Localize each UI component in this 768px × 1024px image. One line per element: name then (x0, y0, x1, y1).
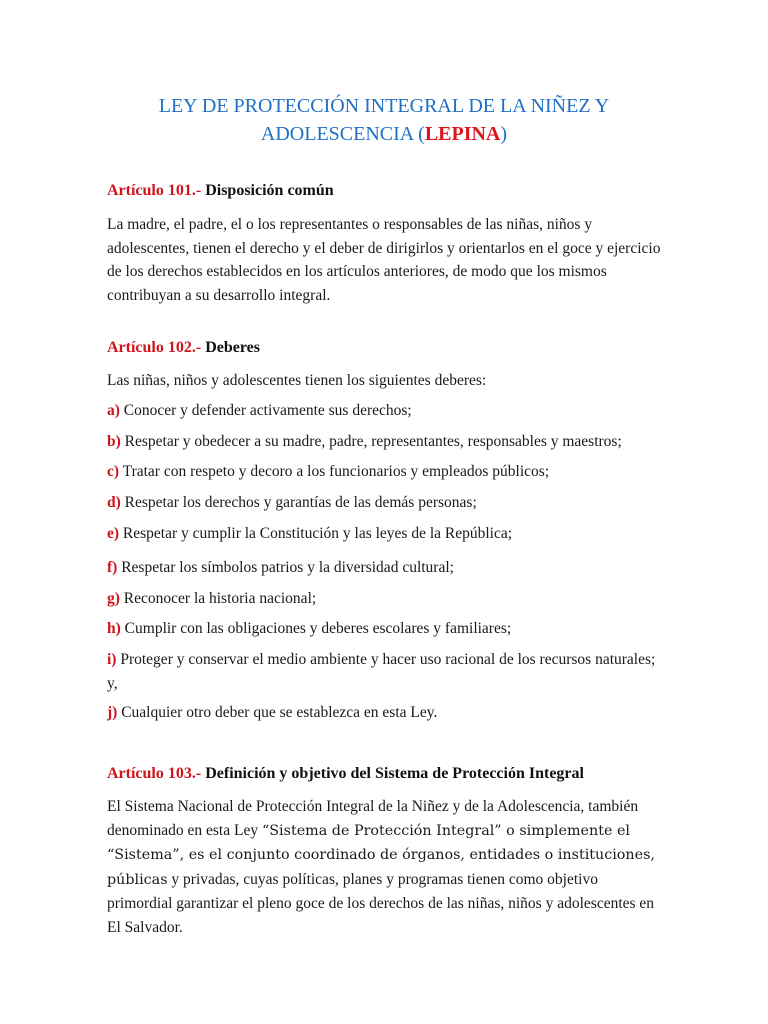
duty-text: Respetar los símbolos patrios y la diversidad cultural; (121, 559, 454, 576)
article-102-heading (107, 338, 260, 358)
duty-text: Respetar y cumplir la Constitución y las leyes de la República; (122, 525, 513, 542)
article-101-title: Disposición común (205, 182, 334, 199)
duty-item-c (107, 460, 667, 484)
article-103-body-start: El Sistema Nacional de Protección Integral de la Niñez y de la Adolescencia, también denominado en esta Ley (107, 798, 639, 839)
article-103-title: Definición y objetivo del Sistema de Protección Integral (205, 765, 584, 782)
title-acronym: LEPINA (424, 123, 501, 145)
duty-text: Tratar con respeto y decoro a los funcionarios y empleados públicos; (122, 463, 550, 480)
duty-item-f (107, 556, 667, 580)
duty-item-b (107, 430, 667, 454)
duty-letter: j) (107, 704, 118, 721)
duty-item-j (107, 701, 667, 725)
duty-letter: f) (107, 559, 118, 576)
article-102-title: Deberes (205, 339, 260, 356)
duty-text: Cumplir con las obligaciones y deberes escolares y familiares; (124, 620, 512, 637)
title-line-1: LEY DE PROTECCIÓN INTEGRAL DE LA NIÑEZ Y (158, 95, 610, 117)
article-103-body-middle: “Sistema de Protección Integral” o simplemente el “Sistema”, es el conjunto coordinado de órganos, entidades o instituciones, públicas (107, 822, 655, 888)
duty-item-e (107, 522, 667, 546)
duty-text: Respetar los derechos y garantías de las demás personas; (124, 494, 477, 511)
duty-item-g (107, 587, 667, 611)
article-102-intro: Las niñas, niños y adolescentes tienen los siguientes deberes: (107, 372, 487, 389)
duty-item-h (107, 617, 667, 641)
article-103-heading (107, 764, 584, 784)
title-line-2 (0, 120, 768, 148)
duty-letter: c) (107, 463, 120, 480)
duty-item-d (107, 491, 667, 515)
duty-text: Proteger y conservar el medio ambiente y hacer uso racional de los recursos naturales; y, (107, 651, 656, 692)
article-103-number: Artículo 103.- (107, 765, 202, 782)
document-title (0, 92, 768, 148)
duty-text: Cualquier otro deber que se establezca en esta Ley. (121, 704, 438, 721)
duty-letter: d) (107, 494, 121, 511)
duty-text: Conocer y defender activamente sus derechos; (123, 402, 412, 419)
article-103-body-end: y privadas, cuyas políticas, planes y programas tienen como objetivo primordial garantizar el pleno goce de los derechos de las niñas, niños y adolescentes en El Salvador. (107, 870, 655, 936)
title-line-2-start: ADOLESCENCIA ( (260, 123, 425, 145)
duty-letter: i) (107, 651, 117, 668)
article-101-body: La madre, el padre, el o los representantes o responsables de las niñas, niños y adolescentes, tienen el derecho y el deber de dirigirlos y orientarlos en el goce y ejercicio de los derechos establecidos en los artículos anteriores, de modo que los mismos contribuyan a su desarrollo integral. (107, 216, 661, 304)
duty-letter: a) (107, 402, 120, 419)
duty-letter: e) (107, 525, 120, 542)
duty-item-a (107, 399, 667, 423)
article-101-number: Artículo 101.- (107, 182, 202, 199)
title-line-2-end: ) (500, 123, 508, 145)
duty-letter: g) (107, 590, 120, 607)
article-103-body (107, 795, 667, 939)
article-101-heading (107, 181, 334, 201)
duty-text: Respetar y obedecer a su madre, padre, representantes, responsables y maestros; (124, 433, 622, 450)
duty-item-i (107, 648, 667, 695)
article-102-number: Artículo 102.- (107, 339, 202, 356)
duty-letter: b) (107, 433, 121, 450)
duty-text: Reconocer la historia nacional; (123, 590, 317, 607)
duty-letter: h) (107, 620, 121, 637)
